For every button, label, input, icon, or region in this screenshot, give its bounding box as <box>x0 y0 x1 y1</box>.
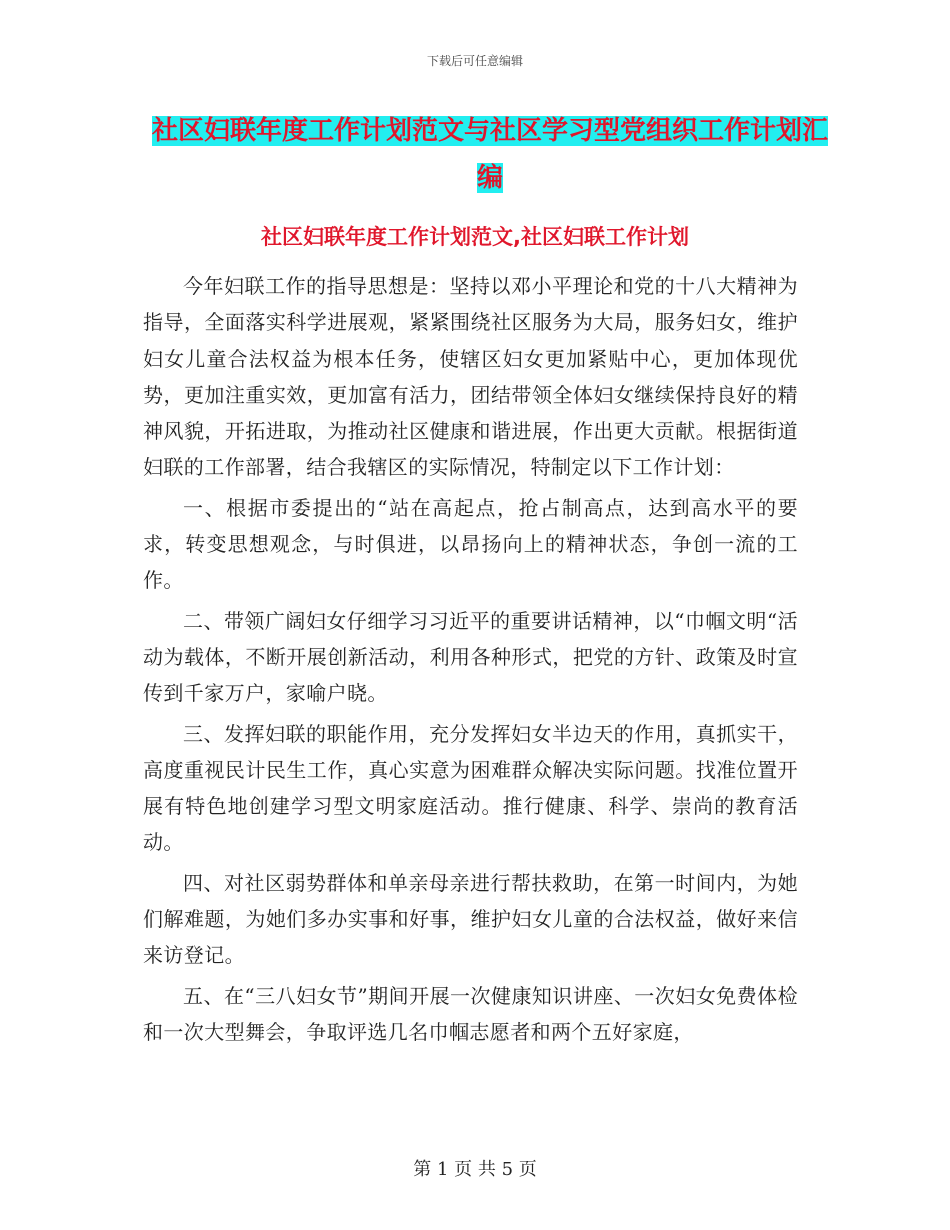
paragraph-intro: 今年妇联工作的指导思想是：坚持以邓小平理论和党的十八大精神为指导，全面落实科学进展观，紧紧围绕社区服务为大局，服务妇女，维护妇女儿童合法权益为根本任务，使辖区妇女更加紧贴中心，更加体现优势，更加注重实效，更加富有活力，团结带领全体妇女继续保持良好的精神风貌，开拓进取，为推动社区健康和谐进展，作出更大贡献。根据街道妇联的工作部署，结合我辖区的实际情况，特制定以下工作计划： <box>143 274 798 480</box>
paragraph-item-2: 二、带领广阔妇女仔细学习习近平的重要讲话精神，以“巾帼文明“活动为载体，不断开展创新活动，利用各种形式，把党的方针、政策及时宣传到千家万户，家喻户晓。 <box>143 608 798 706</box>
paragraph-item-1: 一、根据市委提出的“站在高起点，抢占制高点，达到高水平的要求，转变思想观念，与时俱进，以昂扬向上的精神状态，争创一流的工作。 <box>143 495 798 593</box>
page-number: 第 1 页 共 5 页 <box>413 1159 537 1180</box>
document-title <box>150 108 830 202</box>
paragraph-item-4: 四、对社区弱势群体和单亲母亲进行帮扶救助，在第一时间内，为她们解难题，为她们多办实事和好事，维护妇女儿童的合法权益，做好来信来访登记。 <box>143 870 798 968</box>
paragraph-item-5: 五、在“三八妇女节”期间开展一次健康知识讲座、一次妇女免费体检和一次大型舞会，争取评选几名巾帼志愿者和两个五好家庭， <box>143 983 798 1044</box>
document-title-text: 社区妇联年度工作计划范文与社区学习型党组织工作计划汇编 <box>151 116 828 193</box>
header-note: 下载后可任意编辑 <box>426 54 523 68</box>
document-body <box>143 268 798 1054</box>
section-title: 社区妇联年度工作计划范文,社区妇联工作计划 <box>261 225 689 249</box>
paragraph-item-3: 三、发挥妇联的职能作用，充分发挥妇女半边天的作用，真抓实干，高度重视民计民生工作，真心实意为困难群众解决实际问题。找准位置开展有特色地创建学习型文明家庭活动。推行健康、科学、崇尚的教育活动。 <box>143 721 798 855</box>
